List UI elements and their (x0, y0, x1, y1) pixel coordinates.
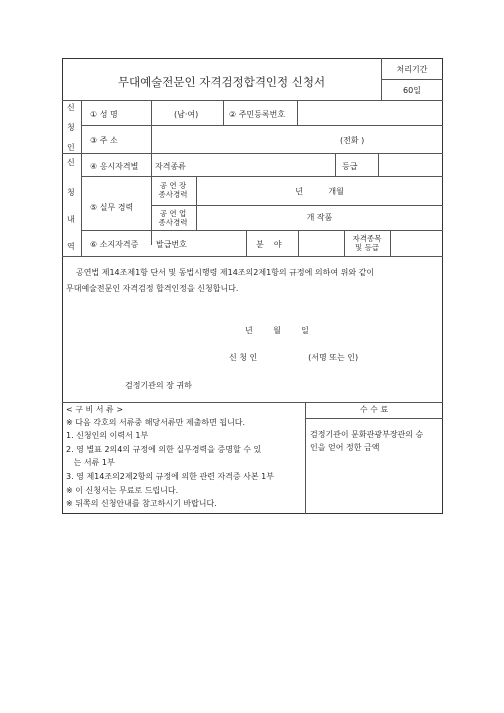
divider (297, 100, 298, 125)
section-char: 신 (67, 103, 75, 112)
document-line: ※ 다음 각호의 서류중 해당서류만 제출하면 됩니다. (66, 418, 246, 427)
document-line: 1. 신청인의 이력서 1부 (66, 431, 149, 440)
date-line: 년 월 일 (245, 326, 309, 335)
grade-label: 등급 (342, 162, 358, 171)
divider (298, 230, 299, 256)
section-char: 청 (67, 123, 75, 132)
field-label: 분 야 (256, 240, 282, 249)
form-title: 무대예술전문인 자격검정합격인정 신청서 (117, 75, 326, 89)
performance-business-experience-value: 개 작품 (306, 213, 333, 222)
document-line: ※ 이 신청서는 무료로 드립니다. (66, 486, 179, 495)
applicant-signature-line: 신 청 인 (서명 또는 인) (229, 353, 359, 362)
section-char: 역 (67, 242, 75, 251)
phone-label[interactable]: (전화 ) (340, 136, 365, 145)
divider (62, 402, 443, 403)
section-char: 청 (67, 188, 75, 197)
divider (223, 100, 224, 125)
divider (390, 230, 391, 256)
processing-period-label: 처리기간 (396, 65, 428, 74)
document-line: 3. 영 제14조의2제2항의 규정에 의한 관련 자격증 사본 1부 (66, 472, 274, 481)
statement-text: 공연법 제14조제1항 단서 및 동법시행령 제14조의2제1항의 규정에 의하여 위와 같이 (76, 268, 375, 277)
divider (81, 176, 443, 177)
processing-period-value: 60일 (403, 86, 421, 95)
certificate-grade-label: 자격종목 및 등급 (352, 234, 382, 252)
qualification-label: ④ 응시자격별 (90, 162, 139, 171)
document-line: 2. 영 별표 2의4의 규정에 의한 실무경력을 증명할 수 있 (66, 445, 262, 454)
divider (378, 153, 379, 176)
divider (62, 256, 443, 257)
divider (81, 125, 443, 126)
fee-heading: 수 수 료 (359, 405, 389, 414)
issue-number-label: 발급번호 (156, 240, 187, 249)
section-char: 인 (67, 143, 75, 152)
statement-text: 무대예술전문인 자격검정 합격인정을 신청합니다. (66, 284, 239, 293)
fee-text: 인을 얻어 정한 금액 (310, 443, 380, 452)
name-label: ① 성 명 (90, 110, 118, 119)
section-char: 내 (67, 215, 75, 224)
divider (62, 100, 443, 101)
performance-venue-experience-value: 년 개월 (295, 187, 344, 196)
divider (335, 153, 336, 176)
document-line: 는 서류 1부 (66, 458, 115, 467)
section-char: 신 (67, 158, 75, 167)
fee-text: 검정기관이 문화관광부장관의 승 (310, 430, 424, 439)
divider (246, 230, 247, 256)
divider (151, 205, 443, 206)
divider (81, 100, 82, 256)
documents-heading: < 구 비 서 류 > (66, 405, 124, 414)
performance-venue-experience-label: 공 연 장 종사경력 (158, 181, 188, 199)
address-label: ③ 주 소 (90, 136, 118, 145)
performance-business-experience-label: 공 연 업 종사경력 (158, 209, 188, 227)
rrn-label: ② 주민등록번호 (229, 110, 286, 119)
divider (305, 418, 443, 419)
qualification-type-label: 자격종류 (155, 162, 186, 171)
divider (381, 79, 443, 80)
gender-label[interactable]: (남·여) (174, 110, 199, 119)
experience-label: ⑤ 실무 경력 (90, 203, 134, 212)
certificate-label: ⑥ 소지자격증 (90, 240, 139, 249)
document-line: ※ 뒤쪽의 신청안내를 참고하시기 바랍니다. (66, 499, 217, 508)
divider (62, 153, 443, 154)
addressee: 검정기관의 장 귀하 (125, 381, 192, 390)
divider (81, 230, 443, 231)
